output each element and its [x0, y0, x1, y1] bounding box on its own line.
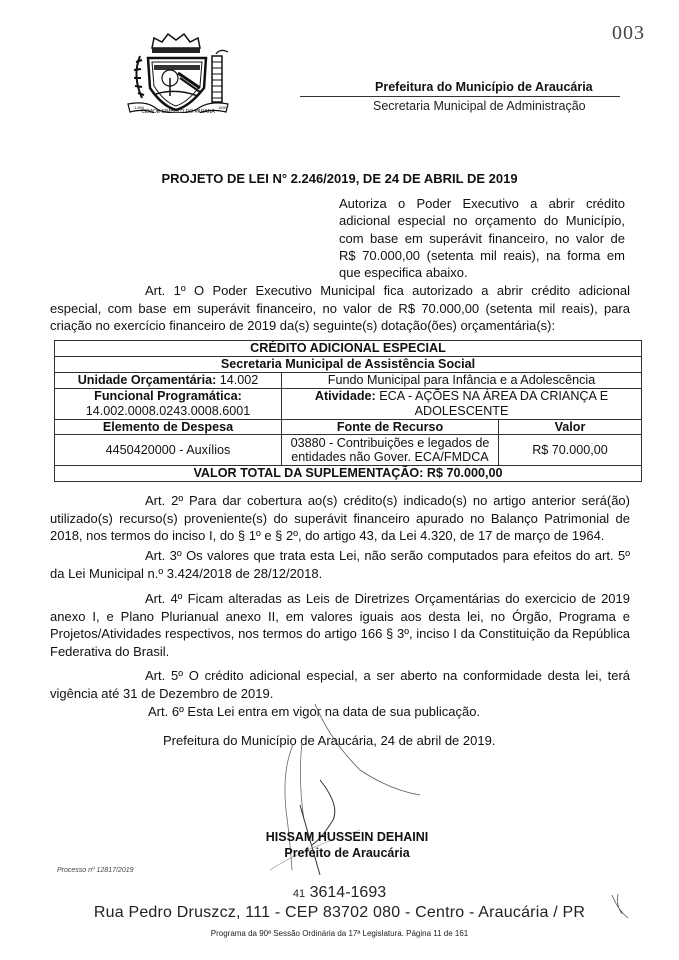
elemento-value: 4450420000 - Auxílios [55, 435, 282, 466]
header-fonte: Fonte de Recurso [282, 419, 499, 435]
article-3 [50, 547, 630, 582]
funcional-label: Funcional Programática: [94, 389, 242, 403]
contact-address: Rua Pedro Druszcz, 111 - CEP 83702 080 - Centro - Araucária / PR [93, 904, 586, 921]
article-5-text: Art. 5º O crédito adicional especial, a ser aberto na conformidade desta lei, terá vigência até 31 de Dezembro de 2019. [50, 668, 630, 701]
process-number: Processo nº 12817/2019 [57, 867, 134, 874]
valor-value: R$ 70.000,00 [499, 435, 642, 466]
article-3-text: Art. 3º Os valores que trata esta Lei, não serão computados para efeitos do art. 5º da Lei Municipal n.º 3.424/2018 de 28/12/2018. [50, 548, 630, 581]
svg-text:CIDADE SÍMBOLO DO PARANÁ: CIDADE SÍMBOLO DO PARANÁ [141, 109, 215, 113]
unidade-value: 14.002 [219, 373, 259, 387]
funcional-value: 14.002.0008.0243.0008.6001 [85, 403, 251, 418]
unidade-cell [55, 373, 282, 389]
fonte-value: 03880 - Contribuições e legados de entidades não Gover. ECA/FMDCA [282, 435, 499, 466]
ementa: Autoriza o Poder Executivo a abrir crédito adicional especial no orçamento do Município, com base em superávit financeiro, no valor de R$ 70.000,00 (setenta mil reais), na forma em que especifica abaixo. [339, 196, 625, 281]
article-5 [50, 667, 630, 702]
coat-of-arms-icon [118, 18, 238, 113]
page-stamp: 003 [612, 22, 645, 44]
place-date: Prefeitura do Município de Araucária, 24 de abril de 2019. [163, 733, 496, 748]
header-valor: Valor [499, 419, 642, 435]
svg-text:1.890: 1.890 [134, 105, 145, 110]
article-2-text: Art. 2º Para dar cobertura ao(s) crédito(s) indicado(s) no artigo anterior será(ão) utilizado(s) recurso(s) proveniente(s) do superávit financeiro apurado no Balanço Patrimonial de 2018, nos termos do inciso I, do § 1º e § 2º, do artigo 43, da Lei 4.320, de 17 de março de 1964. [50, 493, 630, 543]
document-title: PROJETO DE LEI N° 2.246/2019, DE 24 DE ABRIL DE 2019 [161, 171, 518, 186]
article-1-text: Art. 1º O Poder Executivo Municipal fica autorizado a abrir crédito adicional especial, com base em superávit financeiro, no valor de R$ 70.000,00 (setenta mil reais), para criação no exercício financeiro de 2019 da(s) seguinte(s) dotação(ões) orçamentária(s): [50, 283, 630, 333]
department-name: Secretaria Municipal de Administração [373, 99, 586, 113]
table-secretaria: Secretaria Municipal de Assistência Social [55, 357, 642, 373]
svg-text:1890: 1890 [218, 105, 227, 110]
header-elemento: Elemento de Despesa [55, 419, 282, 435]
contact-phone [0, 884, 679, 902]
atividade-value: ECA - AÇÕES NA ÁREA DA CRIANÇA E ADOLESCENTE [379, 389, 609, 418]
page-footer: Programa da 90ª Sessão Ordinária da 17ª Legislatura. Página 11 de 161 [210, 929, 469, 938]
header-divider [300, 96, 620, 97]
signatory-name: HISSAM HUSSEIN DEHAINI [265, 830, 429, 844]
phone-number: 3614-1693 [309, 884, 387, 901]
table-row [55, 435, 642, 466]
signatory-role: Prefeito de Araucária [284, 846, 410, 860]
atividade-label: Atividade: [314, 389, 376, 403]
unidade-description: Fundo Municipal para Infância e a Adolescência [282, 373, 642, 389]
article-6: Art. 6º Esta Lei entra em vigor na data de sua publicação. [148, 704, 481, 719]
atividade-cell [282, 388, 642, 419]
article-4 [50, 590, 630, 660]
table-title: CRÉDITO ADICIONAL ESPECIAL [55, 341, 642, 357]
table-total: VALOR TOTAL DA SUPLEMENTAÇÃO: R$ 70.000,00 [55, 466, 642, 482]
municipality-name: Prefeitura do Município de Araucária [375, 80, 593, 94]
credit-table [54, 340, 642, 482]
phone-ddd: 41 [292, 888, 306, 900]
article-4-text: Art. 4º Ficam alteradas as Leis de Diretrizes Orçamentárias do exercicio de 2019 anexo I, e Plano Plurianual anexo II, em valores iguais aos desta lei, no Órgão, Programa e Projetos/Atividades respectivos, nos termos do artigo 166 § 3º, inciso I da Constituição da República Federativa do Brasil. [50, 591, 630, 659]
unidade-label: Unidade Orçamentária: [77, 373, 217, 387]
funcional-cell [55, 388, 282, 419]
article-1 [50, 282, 630, 335]
article-2 [50, 492, 630, 545]
